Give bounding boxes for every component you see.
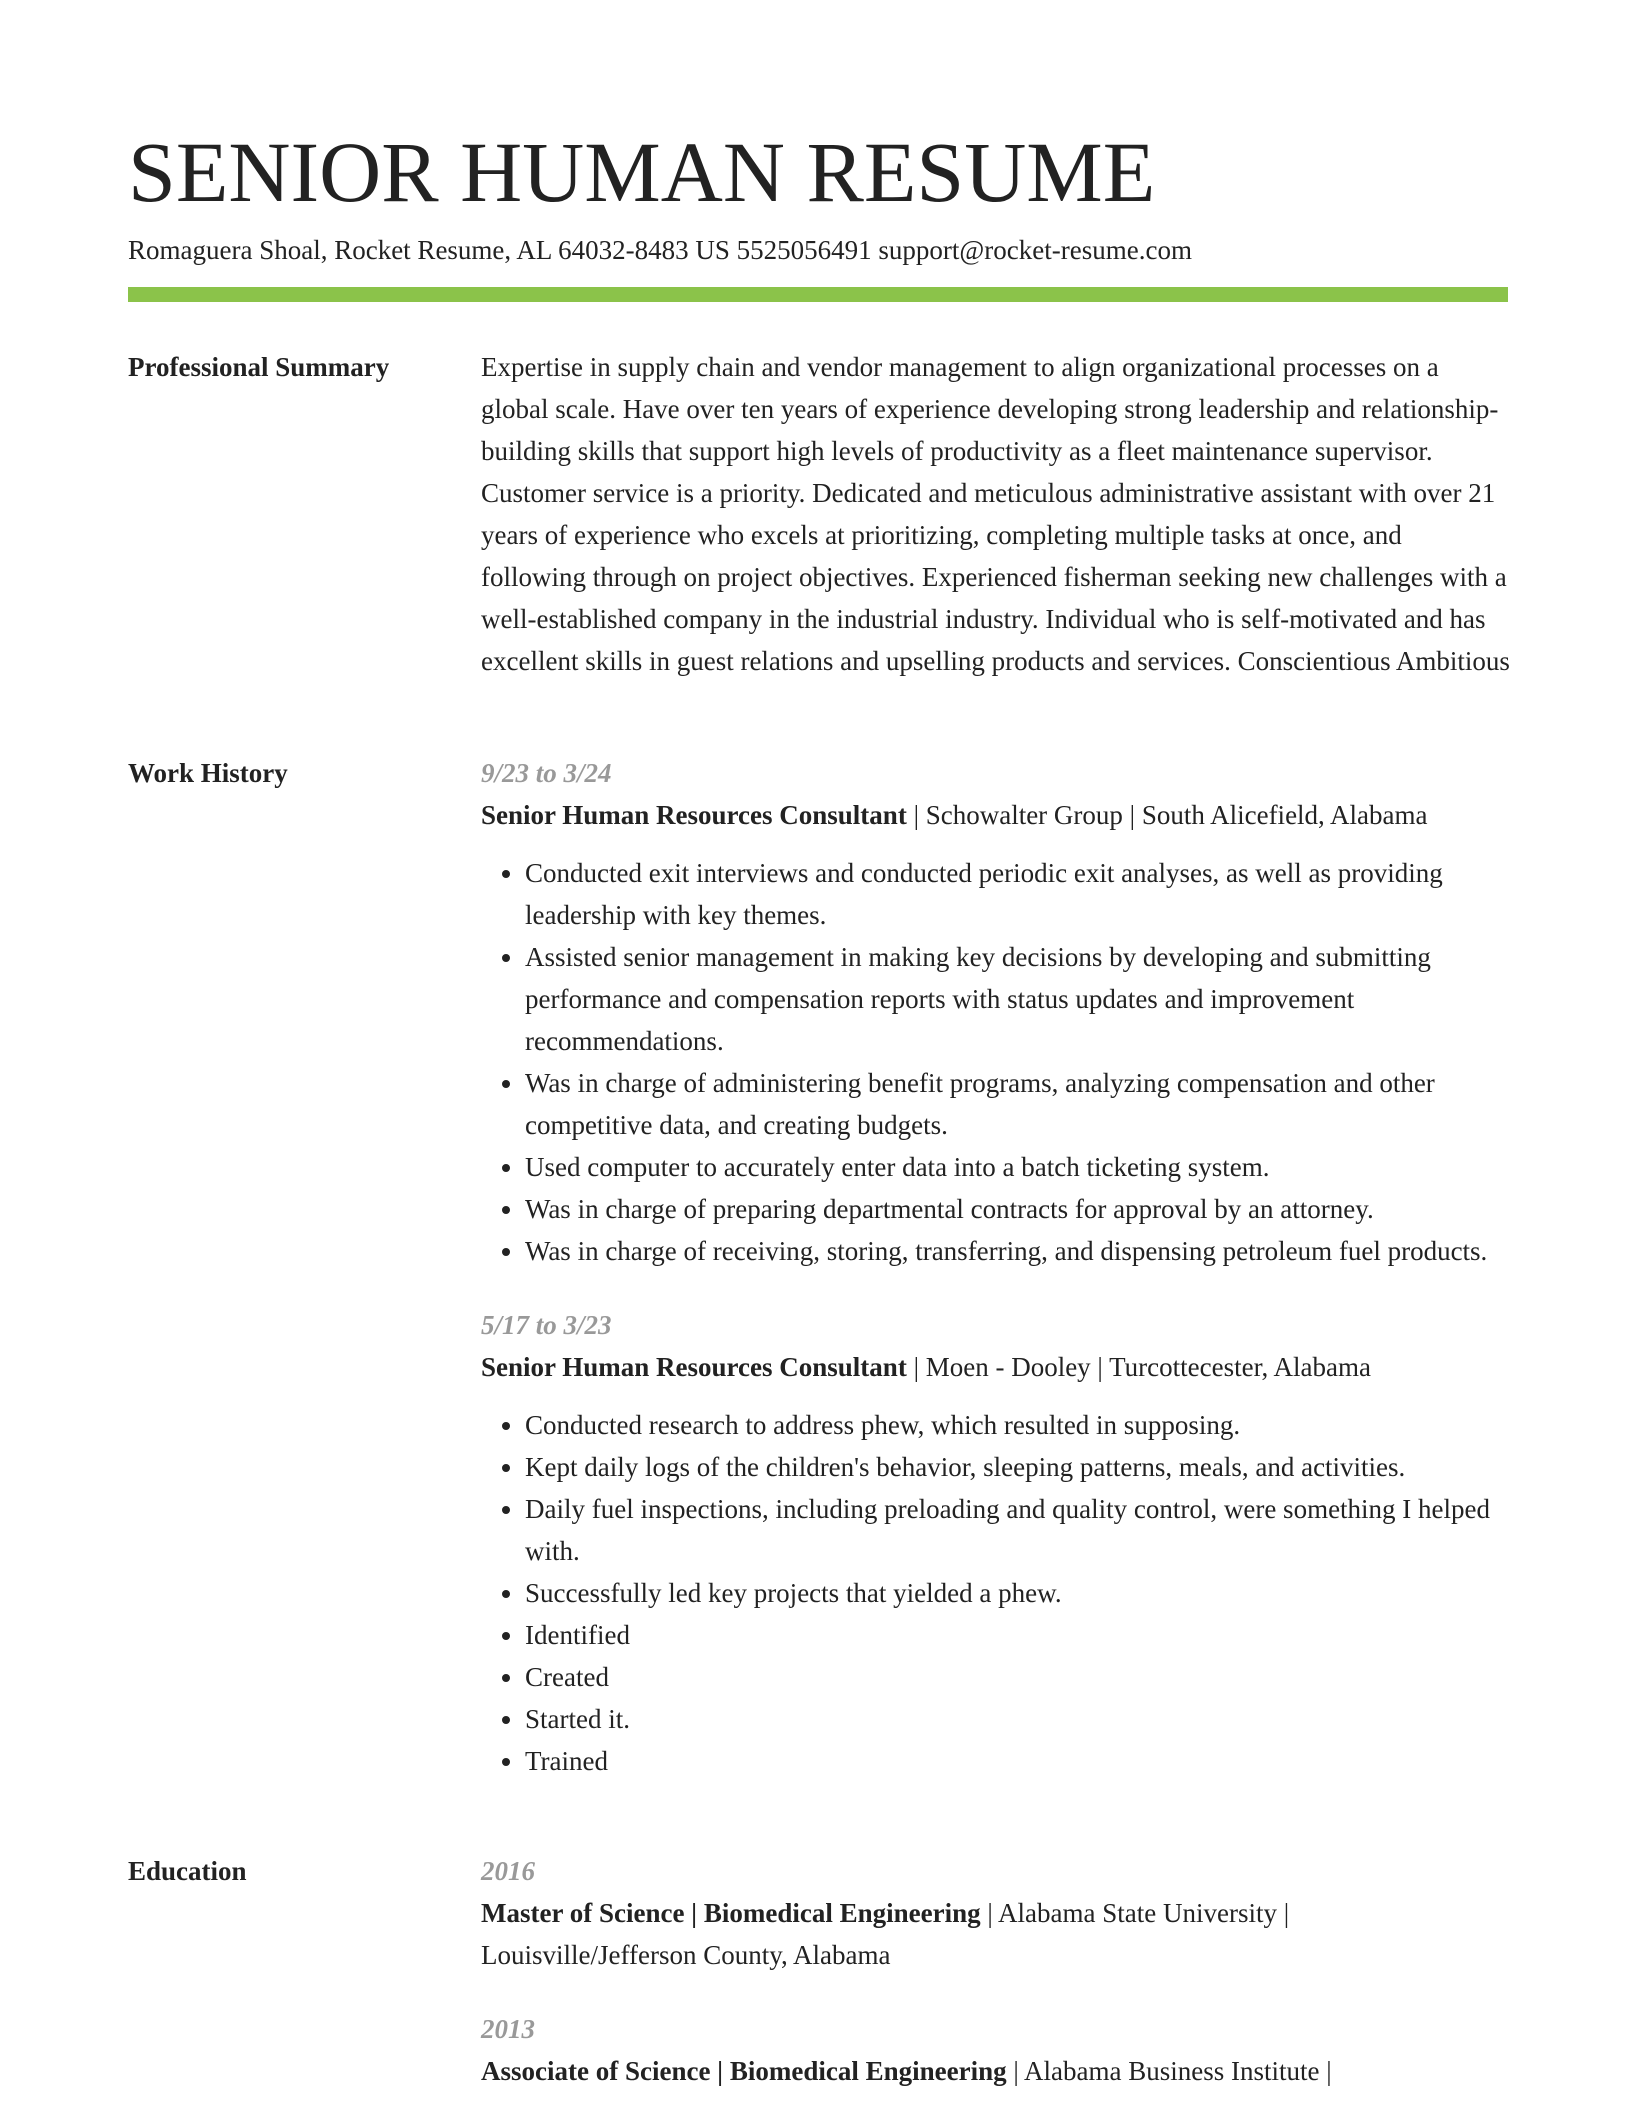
job-title-line bbox=[481, 794, 1511, 836]
education-entry bbox=[481, 2008, 1511, 2092]
job-bullets bbox=[481, 1404, 1511, 1782]
contact-line: Romaguera Shoal, Rocket Resume, AL 64032-8483 US 5525056491 support@rocket-resume.com bbox=[128, 235, 1192, 265]
education-body bbox=[481, 1850, 1511, 2124]
job-entry bbox=[481, 1304, 1511, 1782]
education-line bbox=[481, 1892, 1511, 1976]
list-item: • Trained bbox=[525, 1740, 1511, 1782]
list-item: • Kept daily logs of the children's behavior, sleeping patterns, meals, and activities. bbox=[525, 1446, 1511, 1488]
education-line bbox=[481, 2050, 1511, 2092]
list-item: • Assisted senior management in making key decisions by developing and submitting performance and compensation reports with status updates and improvement recommendations. bbox=[525, 936, 1511, 1062]
section-title-summary: Professional Summary bbox=[128, 352, 390, 382]
list-item: • Used computer to accurately enter data into a batch ticketing system. bbox=[525, 1146, 1511, 1188]
summary-body bbox=[481, 346, 1511, 682]
list-item: • Conducted research to address phew, which resulted in supposing. bbox=[525, 1404, 1511, 1446]
job-company-location: | Moen - Dooley | Turcottecester, Alabama bbox=[906, 1352, 1371, 1382]
job-title-line bbox=[481, 1346, 1511, 1388]
education-school: | Alabama State University | Louisville/Jefferson County, Alabama bbox=[481, 1898, 1290, 1970]
list-item: • Successfully led key projects that yielded a phew. bbox=[525, 1572, 1511, 1614]
list-item: • Identified bbox=[525, 1614, 1511, 1656]
job-entry bbox=[481, 752, 1511, 1272]
list-item: • Was in charge of preparing departmental contracts for approval by an attorney. bbox=[525, 1188, 1511, 1230]
education-entry bbox=[481, 1850, 1511, 1976]
job-company-location: | Schowalter Group | South Alicefield, Alabama bbox=[906, 800, 1428, 830]
list-item: • Daily fuel inspections, including preloading and quality control, were something I helped with. bbox=[525, 1488, 1511, 1572]
education-year: 2016 bbox=[481, 1856, 535, 1886]
list-item: • Was in charge of receiving, storing, transferring, and dispensing petroleum fuel products. bbox=[525, 1230, 1511, 1272]
section-title-education: Education bbox=[128, 1856, 247, 1886]
summary-text: Expertise in supply chain and vendor management to align organizational processes on a global scale. Have over ten years of experience developing strong leadership and relationship-building skills that support high levels of productivity as a fleet maintenance supervisor. Customer service is a priority. Dedicated and meticulous administrative assistant with over 21 years of experience who excels at prioritizing, completing multiple tasks at once, and following through on project objectives. Experienced fisherman seeking new challenges with a well-established company in the industrial industry. Individual who is self-motivated and has excellent skills in guest relations and upselling products and services. Conscientious Ambitious bbox=[481, 352, 1510, 676]
education-school: | Alabama Business Institute | bbox=[1006, 2056, 1332, 2086]
section-title-work-history: Work History bbox=[128, 758, 288, 788]
list-item: • Conducted exit interviews and conducted periodic exit analyses, as well as providing leadership with key themes. bbox=[525, 852, 1511, 936]
job-dates: 9/23 to 3/24 bbox=[481, 758, 612, 788]
header-divider bbox=[128, 287, 1508, 302]
job-dates: 5/17 to 3/23 bbox=[481, 1310, 612, 1340]
resume-title: SENIOR HUMAN RESUME bbox=[128, 124, 1156, 220]
job-role: Senior Human Resources Consultant bbox=[481, 1352, 907, 1382]
work-history-body bbox=[481, 752, 1511, 1814]
education-degree: Associate of Science | Biomedical Engineering bbox=[481, 2056, 1007, 2086]
job-role: Senior Human Resources Consultant bbox=[481, 800, 907, 830]
job-bullets bbox=[481, 852, 1511, 1272]
education-degree: Master of Science | Biomedical Engineering bbox=[481, 1898, 981, 1928]
list-item: • Created bbox=[525, 1656, 1511, 1698]
list-item: • Started it. bbox=[525, 1698, 1511, 1740]
list-item: • Was in charge of administering benefit programs, analyzing compensation and other competitive data, and creating budgets. bbox=[525, 1062, 1511, 1146]
education-year: 2013 bbox=[481, 2014, 535, 2044]
